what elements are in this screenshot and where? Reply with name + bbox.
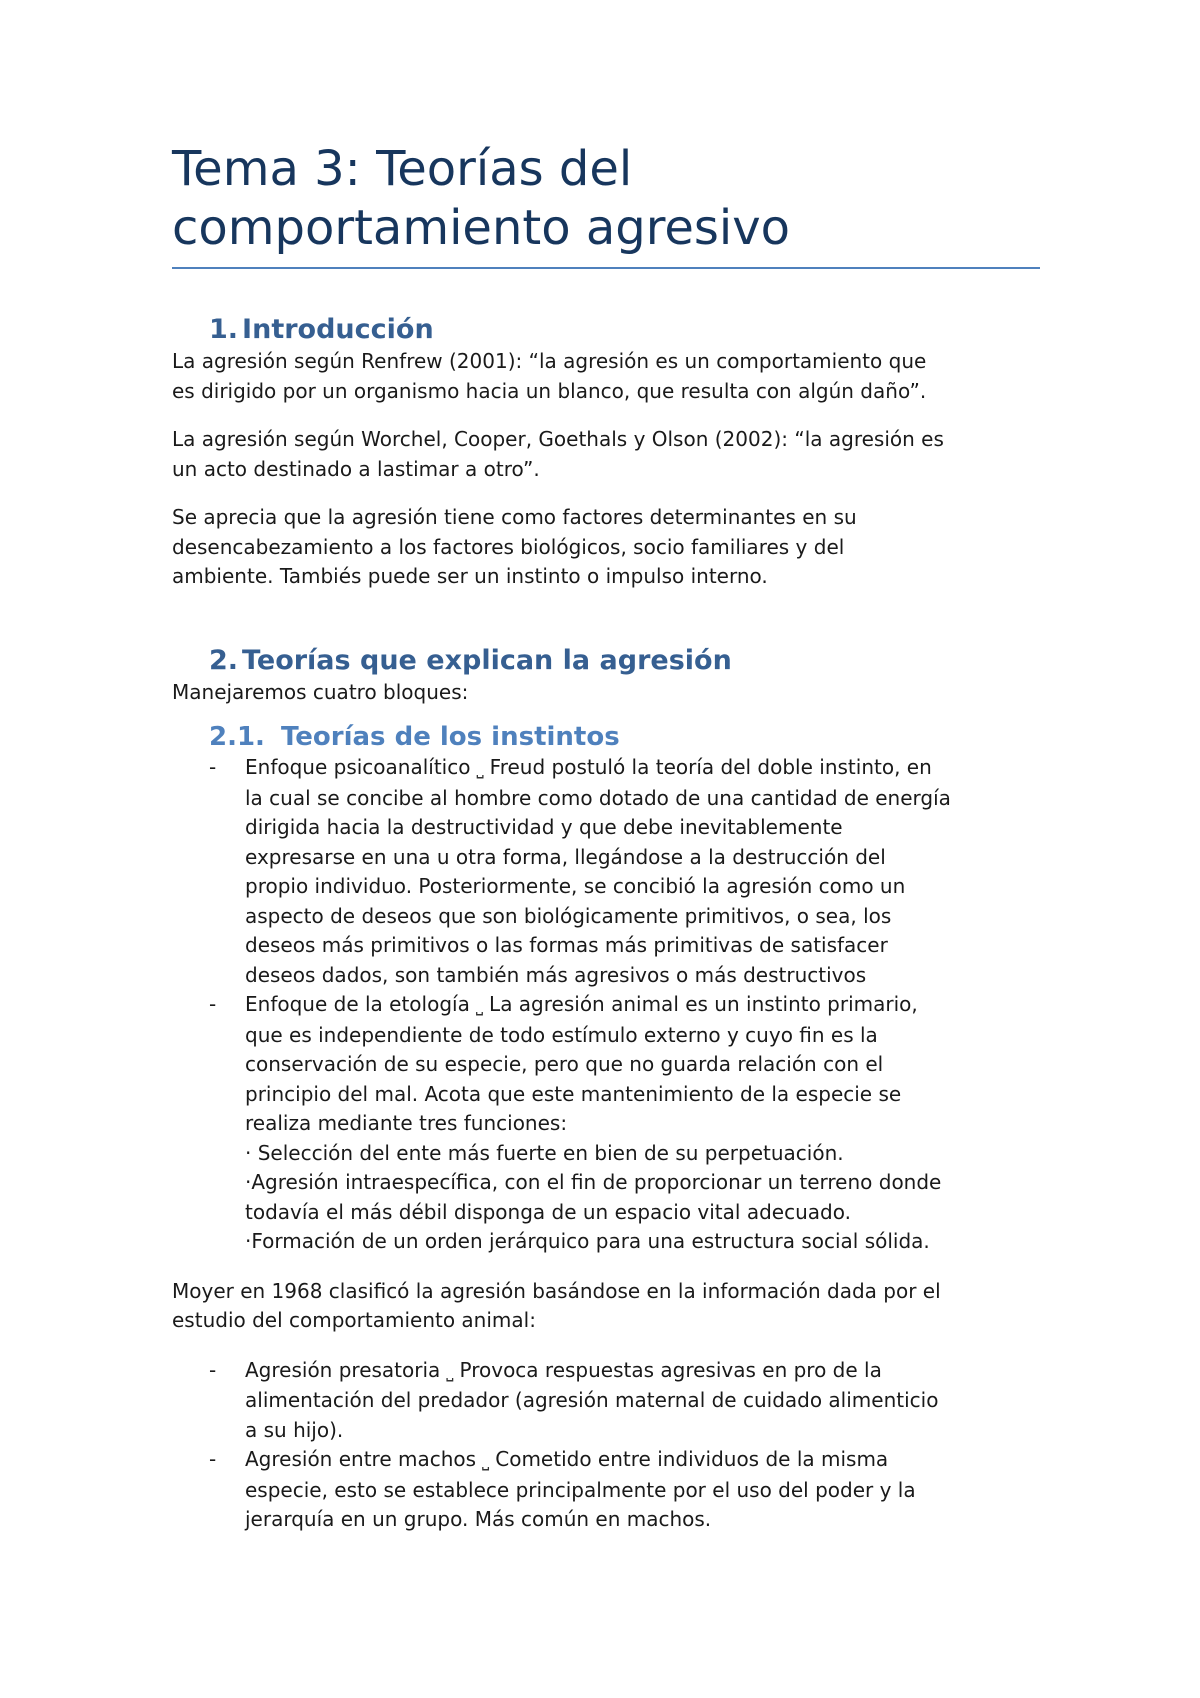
text-line: Se aprecia que la agresión tiene como factores determinantes en su	[172, 505, 857, 529]
dash-bullet: -	[209, 992, 217, 1016]
spacer	[172, 484, 1040, 503]
item-text: Freud postuló la teoría del doble instinto, en	[489, 755, 932, 779]
item-text: Provoca respuestas agresivas en pro de la	[459, 1357, 882, 1382]
section-title: Introducción	[242, 314, 434, 345]
text-line: ·Agresión intraespecífica, con el fin de proporcionar un terreno donde	[245, 1170, 942, 1194]
text-line: la cual se concibe al hombre como dotado de una cantidad de energía	[245, 785, 951, 810]
list-item-presatoria	[172, 1356, 1040, 1446]
text-line	[245, 990, 1040, 1021]
spacer	[172, 1257, 1040, 1277]
subsection-heading-instintos	[172, 721, 1040, 753]
text-line: ·Formación de un orden jerárquico para una estructura social sólida.	[245, 1229, 930, 1253]
title-line-1: Tema 3: Teorías del	[172, 141, 633, 197]
spacer	[172, 707, 1040, 721]
text-line: Moyer en 1968 clasificó la agresión basándose en la información dada por el	[172, 1278, 941, 1303]
separator-icon: ⎵	[476, 758, 484, 779]
document-title	[172, 140, 1040, 258]
text-line: ambiente. Tambiés puede ser un instinto o impulso interno.	[172, 564, 768, 588]
list-item-machos	[172, 1445, 1040, 1535]
text-line	[245, 1445, 1040, 1476]
item-lead: Enfoque psicoanalítico	[245, 755, 471, 779]
text-line: dirigida hacia la destructividad y que debe inevitablemente	[245, 815, 843, 839]
text-line: expresarse en una u otra forma, llegándose a la destrucción del	[245, 844, 886, 869]
text-line: a su hijo).	[245, 1417, 344, 1442]
section-heading-introduccion	[172, 313, 1040, 347]
text-line: jerarquía en un grupo. Más común en machos.	[245, 1507, 712, 1531]
text-line: propio individuo. Posteriormente, se concibió la agresión como un	[245, 874, 906, 898]
text-line: que es independiente de todo estímulo externo y cuyo fin es la	[245, 1022, 878, 1047]
item-lead: Agresión entre machos	[245, 1447, 477, 1471]
text-line: realiza mediante tres funciones:	[245, 1111, 568, 1135]
dash-bullet: -	[209, 755, 217, 779]
text-line: un acto destinado a lastimar a otro”.	[172, 456, 540, 481]
dash-bullet: -	[209, 1447, 217, 1471]
section-number: 2.	[209, 644, 239, 676]
text-line: especie, esto se establece principalmente por el uso del poder y la	[245, 1477, 916, 1502]
text-line	[245, 1356, 1040, 1387]
subsection-title: Teorías de los instintos	[281, 722, 620, 752]
separator-icon: ⎵	[446, 1360, 454, 1382]
subsection-number: 2.1.	[209, 722, 265, 752]
list-item-etologia	[172, 990, 1040, 1257]
text-line: conservación de su especie, pero que no guarda relación con el	[245, 1052, 884, 1076]
spacer	[172, 406, 1040, 425]
text-line: deseos dados, son también más agresivos o más destructivos	[245, 962, 867, 987]
section-heading-teorias	[172, 644, 1040, 678]
spacer	[172, 592, 1040, 644]
list-item-psicoanalitico	[172, 753, 1040, 990]
spacer	[172, 1336, 1040, 1356]
text-line: desencabezamiento a los factores biológicos, socio familiares y del	[172, 534, 845, 559]
text-line: La agresión según Renfrew (2001): “la agresión es un comportamiento que	[172, 349, 927, 373]
dash-bullet: -	[209, 1357, 217, 1382]
text-line: La agresión según Worchel, Cooper, Goethals y Olson (2002): “la agresión es	[172, 427, 944, 451]
text-line: principio del mal. Acota que este mantenimiento de la especie se	[245, 1081, 902, 1106]
item-lead: Agresión presatoria	[245, 1357, 441, 1382]
text-line: estudio del comportamiento animal:	[172, 1308, 536, 1332]
section-title: Teorías que explican la agresión	[242, 644, 732, 676]
text-line: · Selección del ente más fuerte en bien de su perpetuación.	[245, 1140, 844, 1165]
text-line	[245, 753, 1040, 784]
text-line: aspecto de deseos que son biológicamente primitivos, o sea, los	[245, 903, 892, 928]
document-page	[172, 140, 1040, 1535]
paragraph-worchel	[172, 425, 1040, 484]
paragraph-moyer	[172, 1277, 1040, 1336]
item-lead: Enfoque de la etología	[245, 992, 470, 1016]
title-line-2: comportamiento agresivo	[172, 200, 791, 256]
item-text: Cometido entre individuos de la misma	[495, 1447, 889, 1471]
item-text: La agresión animal es un instinto primario,	[489, 992, 918, 1016]
text-line: deseos más primitivos o las formas más primitivas de satisfacer	[245, 933, 888, 957]
paragraph-factores	[172, 503, 1040, 592]
title-underline	[172, 267, 1040, 269]
separator-icon: ⎵	[475, 995, 484, 1016]
paragraph-bloques: Manejaremos cuatro bloques:	[172, 679, 469, 704]
text-line: alimentación del predador (agresión maternal de cuidado alimenticio	[245, 1388, 939, 1412]
paragraph-renfrew	[172, 347, 1040, 406]
separator-icon: ⎵	[482, 1450, 490, 1471]
text-line: es dirigido por un organismo hacia un blanco, que resulta con algún daño”.	[172, 378, 927, 403]
text-line: todavía el más débil disponga de un espacio vital adecuado.	[245, 1199, 851, 1224]
section-number: 1.	[209, 314, 239, 345]
